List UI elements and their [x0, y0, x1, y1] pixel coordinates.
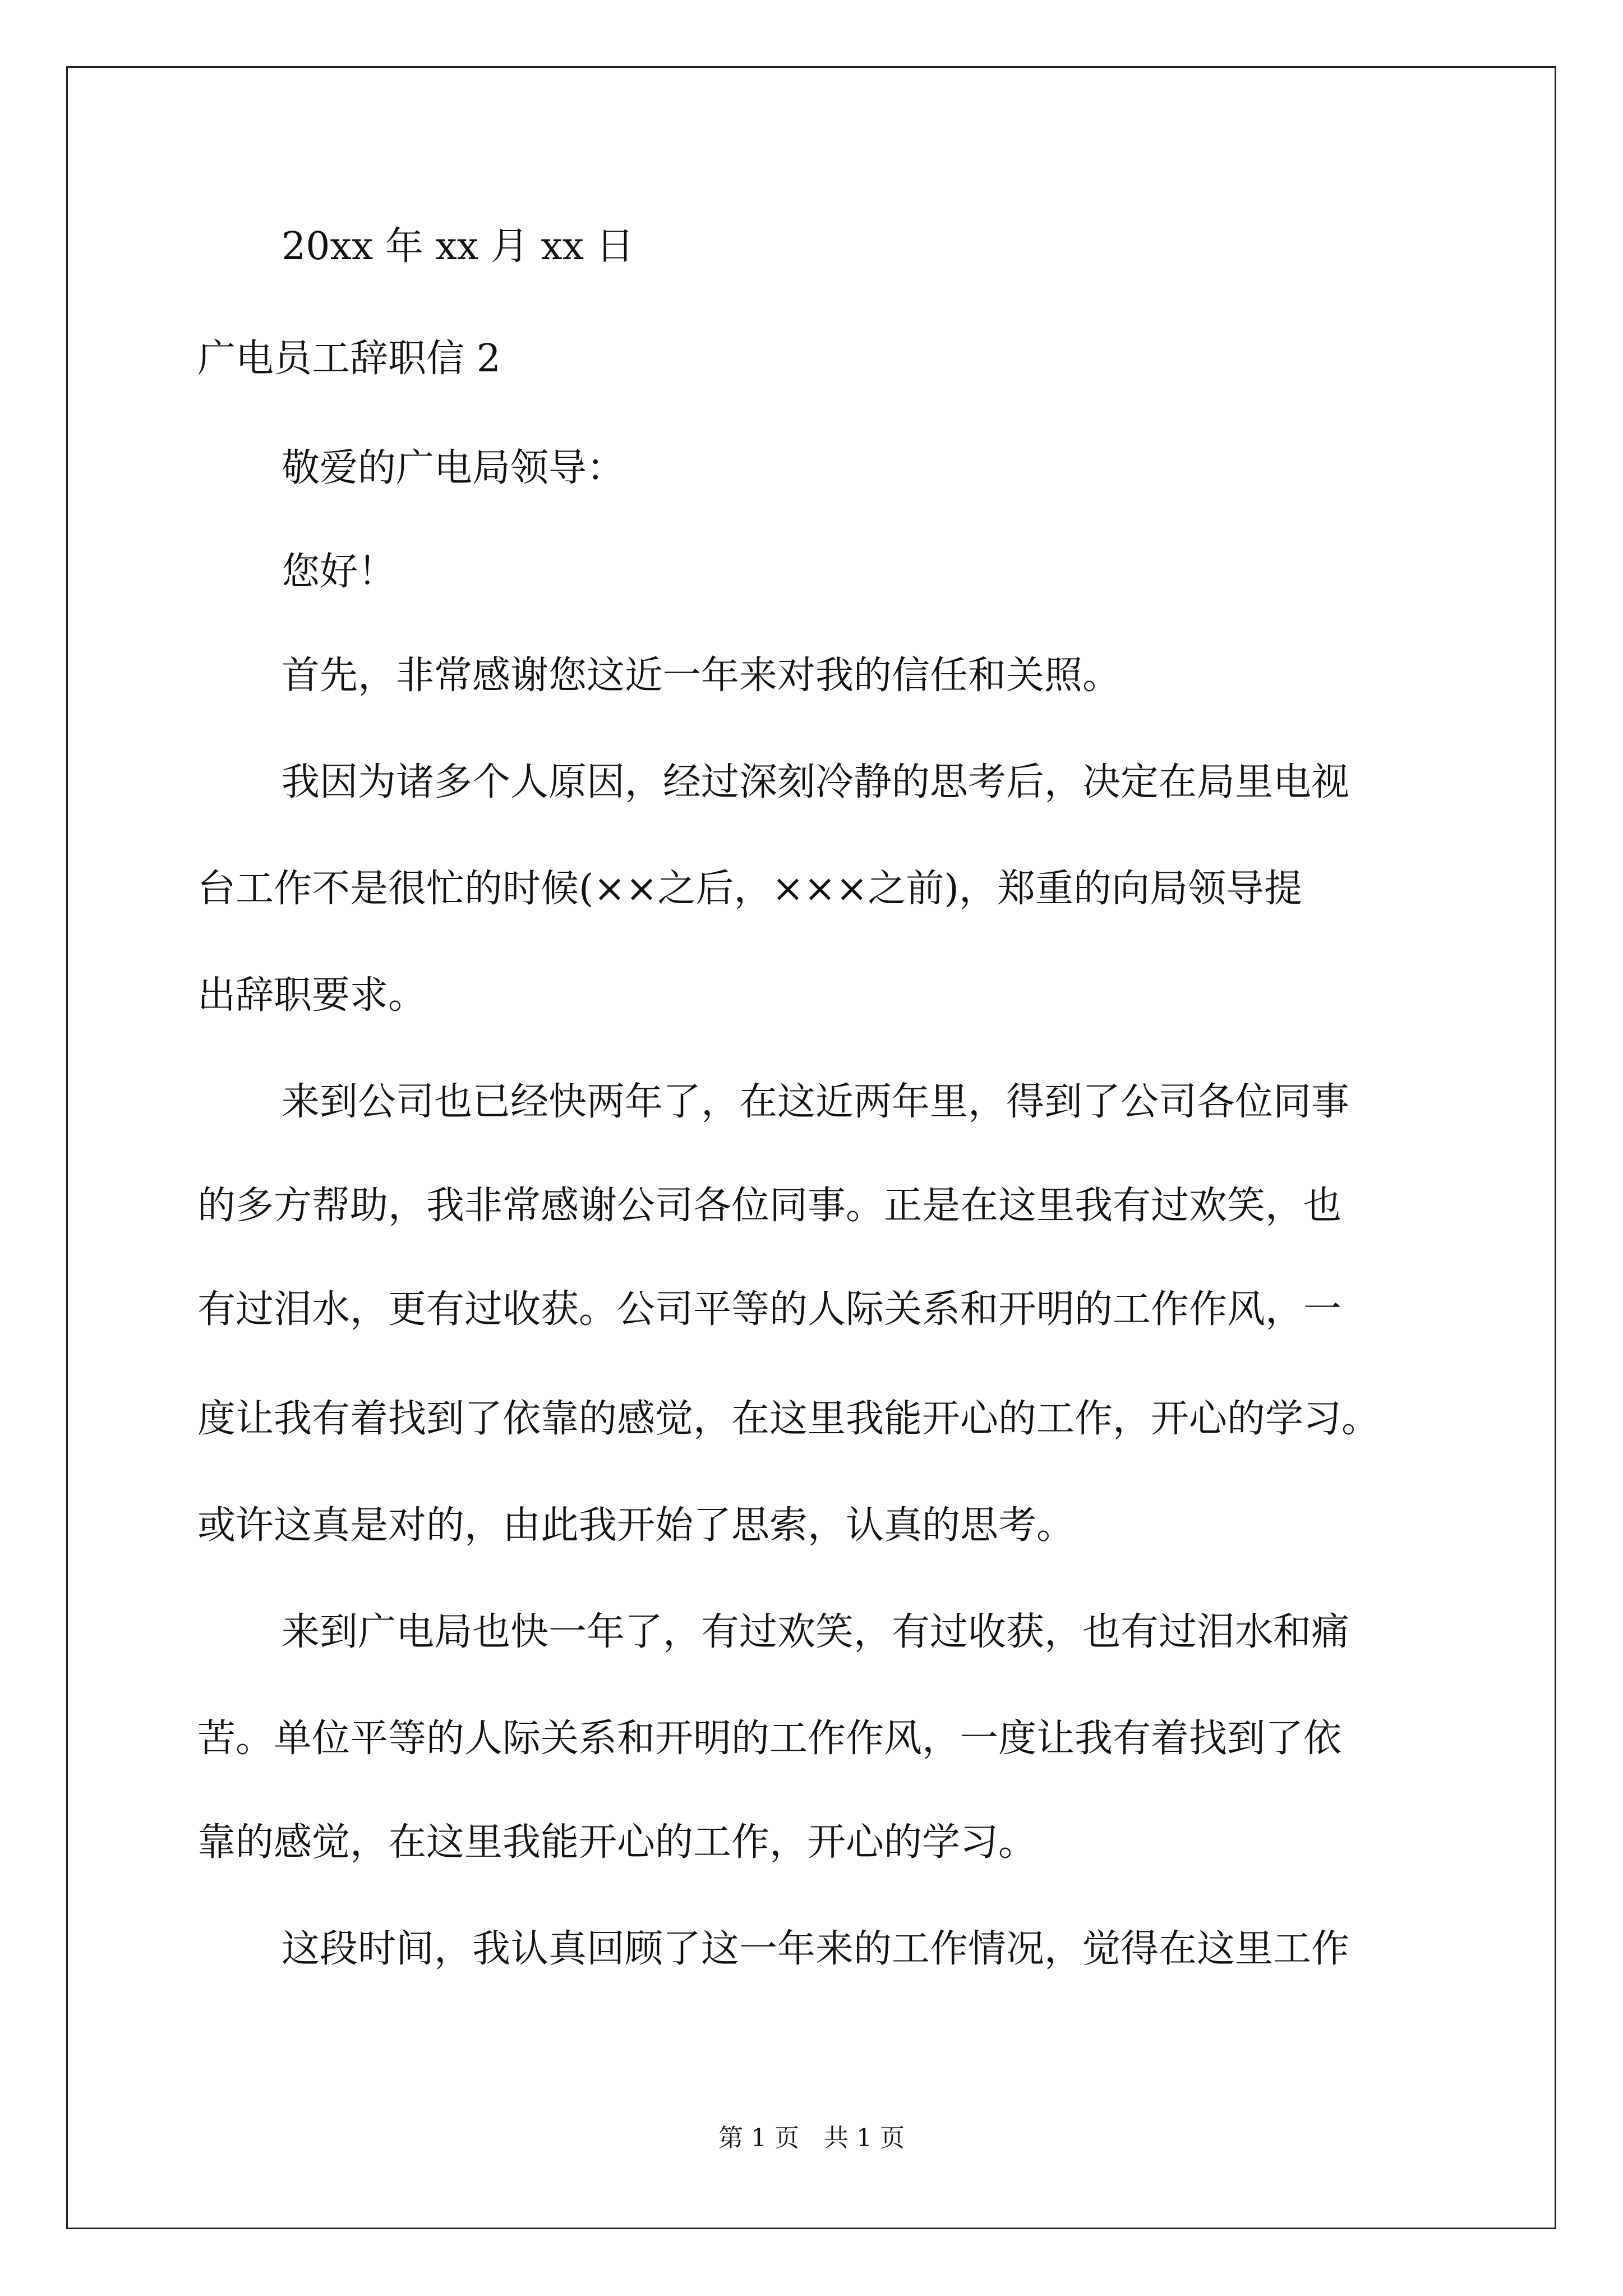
paragraph-4-line-2: 苦。单位平等的人际关系和开明的工作作风，一度让我有着找到了依: [197, 1717, 1342, 1761]
paragraph-3-line-2: 的多方帮助，我非常感谢公司各位同事。正是在这里我有过欢笑，也: [197, 1184, 1342, 1228]
page-border: [66, 66, 1556, 2229]
paragraph-3-line-4: 度让我有着找到了依靠的感觉，在这里我能开心的工作，开心的学习。: [197, 1397, 1380, 1441]
paragraph-3-line-5: 或许这真是对的，由此我开始了思索，认真的思考。: [197, 1503, 1075, 1548]
paragraph-1-line-1: 首先，非常感谢您这近一年来对我的信任和关照。: [282, 654, 1121, 698]
greeting: 您好！: [282, 550, 396, 594]
paragraph-2-line-1: 我因为诸多个人原因，经过深刻冷静的思考后，决定在局里电视: [282, 760, 1350, 804]
paragraph-3-line-1: 来到公司也已经快两年了，在这近两年里，得到了公司各位同事: [282, 1080, 1350, 1124]
paragraph-4-line-3: 靠的感觉，在这里我能开心的工作，开心的学习。: [197, 1820, 1037, 1865]
paragraph-2-line-3: 出辞职要求。: [197, 973, 427, 1018]
salutation: 敬爱的广电局领导：: [282, 446, 625, 490]
page-footer: 第 1 页 共 1 页: [718, 2124, 905, 2152]
paragraph-2-line-2: 台工作不是很忙的时候(××之后，×××之前)，郑重的向局领导提: [197, 867, 1302, 911]
paragraph-3-line-3: 有过泪水，更有过收获。公司平等的人际关系和开明的工作作风，一: [197, 1287, 1342, 1332]
paragraph-5-line-1: 这段时间，我认真回顾了这一年来的工作情况，觉得在这里工作: [282, 1927, 1350, 1971]
document-title: 广电员工辞职信 2: [197, 337, 501, 381]
date-line: 20xx 年 xx 月 xx 日: [282, 224, 634, 269]
paragraph-4-line-1: 来到广电局也快一年了，有过欢笑，有过收获，也有过泪水和痛: [282, 1610, 1350, 1654]
